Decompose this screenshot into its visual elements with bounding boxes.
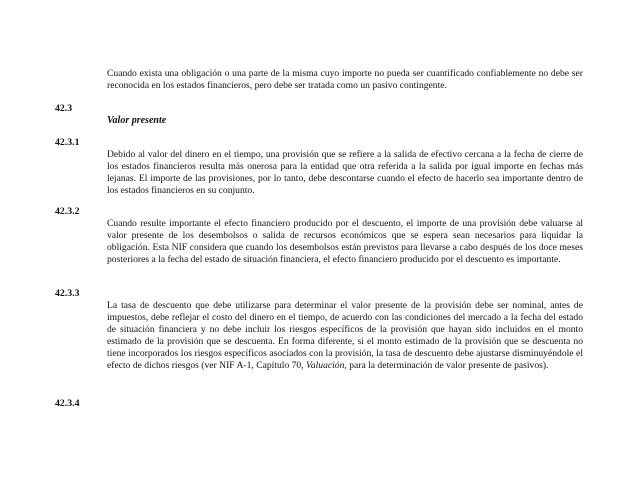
paragraph-text: Debido al valor del dinero en el tiempo, una provisión que se refiere a la salida de efectivo cercana a la fecha de cierre de los estados financieros resulta más onerosa para la entidad que otra referida a la salida por igual importe en fechas más lejanas. El importe de las provisiones, por lo tanto, debe descontarse cuando el efecto de hacerlo sea importante dentro de los estados financieros en su conjunto. <box>107 149 583 197</box>
paragraph-number: 42.3.4 <box>55 398 80 409</box>
paragraph-number: 42.3.3 <box>55 288 80 299</box>
intro-paragraph: Cuando exista una obligación o una parte de la misma cuyo importe no pueda ser cuantificado confiablemente no debe ser reconocida en los estados financieros, pero debe ser tratada como un pasivo contingente. <box>107 68 583 92</box>
paragraph-text-part: La tasa de descuento que debe utilizarse para determinar el valor presente de la provisión debe ser nominal, antes de impuestos, debe reflejar el costo del dinero en el tiempo, de acuerdo con las condiciones del mercado a la fecha del estado de situación financiera y no debe incluir los riesgos específicos de la provisión que hayan sido incluidos en el monto estimado de la provisión que se descuenta. En forma diferente, si el monto estimado de la provisión que se descuenta no tiene incorporados los riesgos específicos asociados con la provisión, la tasa de descuento debe ajustarse disminuyéndole el efecto de dichos riesgos (ver NIF A-1, Capítulo 70, <box>107 300 583 372</box>
paragraph-number: 42.3.1 <box>55 137 80 148</box>
paragraph-text: Cuando resulte importante el efecto financiero producido por el descuento, el importe de una provisión debe valuarse al valor presente de los desembolsos o salida de recursos económicos que se espera sean necesarios para liquidar la obligación. Esta NIF considera que cuando los desembolsos están previstos para llevarse a cabo después de los doce meses posteriores a la fecha del estado de situación financiera, el efecto financiero producido por el descuento es importante. <box>107 218 583 266</box>
paragraph-text <box>107 300 583 373</box>
section-number: 42.3 <box>55 103 73 114</box>
paragraph-text-part: , para la determinación de valor presente de pasivos). <box>344 360 549 372</box>
paragraph-number: 42.3.2 <box>55 206 80 217</box>
paragraph-text-italic: Valuación <box>306 360 345 372</box>
section-title: Valor presente <box>107 115 167 126</box>
